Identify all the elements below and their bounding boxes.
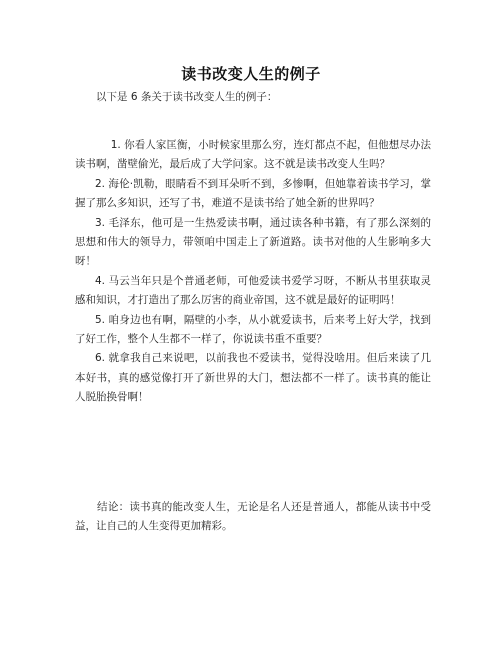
list-item: 6. 就拿我自己来说吧，以前我也不爱读书，觉得没啥用。但后来读了几本好书，真的感觉像打开了新世界的大门，想法都不一样了。读书真的能让人脱胎换骨啊！ xyxy=(75,352,431,404)
list-item: 5. 咱身边也有啊，隔壁的小李，从小就爱读书，后来考上好大学，找到了好工作，整个人生都不一样了，你说读书重不重要？ xyxy=(75,313,431,346)
list-item: 1. 你看人家匡衡，小时候家里那么穷，连灯都点不起，但他想尽办法读书啊，凿壁偷光，最后成了大学问家。这不就是读书改变人生吗？ xyxy=(75,139,431,171)
conclusion-paragraph: 结论：读书真的能改变人生，无论是名人还是普通人，都能从读书中受益，让自己的人生变得更加精彩。 xyxy=(75,501,431,533)
intro-paragraph: 以下是 6 条关于读书改变人生的例子： xyxy=(96,91,278,103)
example-list xyxy=(75,136,431,408)
document-title: 读书改变人生的例子 xyxy=(181,65,321,83)
list-item: 4. 马云当年只是个普通老师，可他爱读书爱学习呀，不断从书里获取灵感和知识，才打造出了那么厉害的商业帝国，这不就是最好的证明吗！ xyxy=(75,274,431,307)
list-item: 2. 海伦·凯勒，眼睛看不到耳朵听不到，多惨啊，但她靠着读书学习，掌握了那么多知识，还写了书，难道不是读书给了她全新的世界吗？ xyxy=(75,177,431,210)
list-item: 3. 毛泽东，他可是一生热爱读书啊，通过读各种书籍，有了那么深刻的思想和伟大的领导力，带领咱中国走上了新道路。读书对他的人生影响多大呀！ xyxy=(75,216,431,268)
